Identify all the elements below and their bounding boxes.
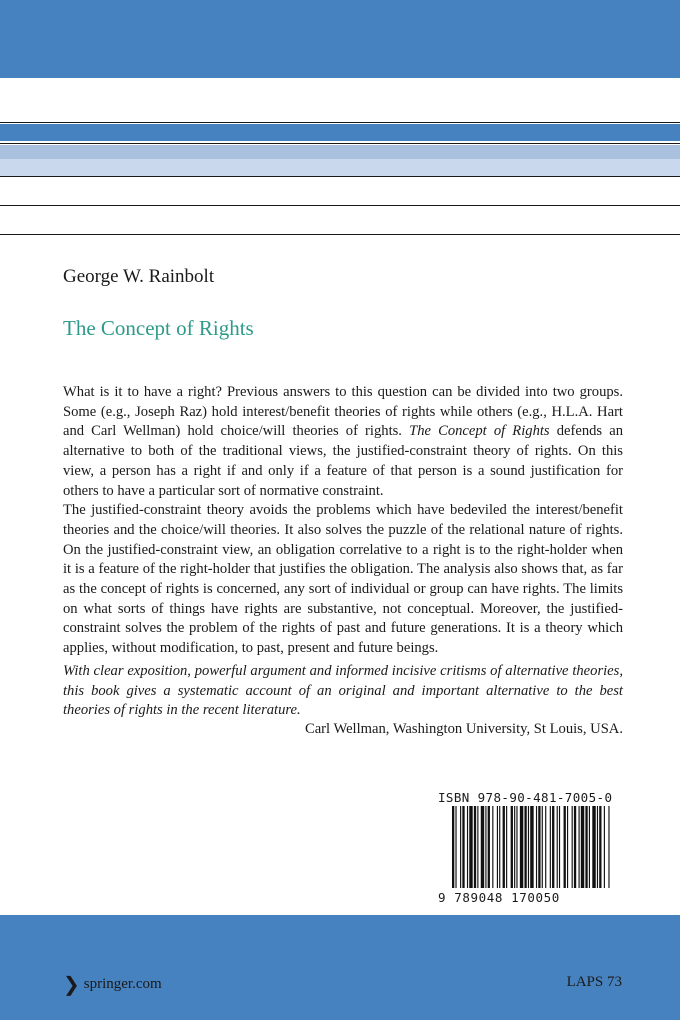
barcode-bar — [589, 806, 590, 888]
series-number: LAPS 73 — [566, 974, 622, 990]
barcode-bar — [528, 806, 529, 888]
barcode-bar — [524, 806, 526, 888]
rule-line — [0, 143, 680, 144]
barcode-bar — [499, 806, 500, 888]
barcode-bar — [567, 806, 568, 888]
barcode-bar — [550, 806, 551, 888]
barcode-bar — [488, 806, 490, 888]
barcode-number: 9 789048 170050 — [438, 890, 560, 905]
barcode-bar — [469, 806, 472, 888]
barcode-bar — [592, 806, 595, 888]
rule-line — [0, 234, 680, 235]
publisher-name: springer.com — [83, 975, 162, 992]
barcode-bar — [467, 806, 468, 888]
barcode-bar — [581, 806, 584, 888]
bottom-blue-band — [0, 915, 680, 1020]
barcode-bar — [474, 806, 476, 888]
barcode-bar — [608, 806, 609, 888]
barcode-bar — [481, 806, 484, 888]
barcode-bar — [530, 806, 533, 888]
barcode-bar — [585, 806, 587, 888]
rule-line — [0, 122, 680, 123]
barcode-bar — [460, 806, 461, 888]
barcode-bar — [538, 806, 540, 888]
barcode-bar — [477, 806, 478, 888]
barcode-bar — [557, 806, 558, 888]
endorsement-quote: With clear exposition, powerful argument and informed incisive critisms of alternative theories, this book gives a systematic account of an original and important alternative to the best theories of rights in the recent literature. — [63, 663, 623, 719]
top-blue-band — [0, 0, 680, 78]
barcode-bar — [542, 806, 543, 888]
barcode-bar — [492, 806, 493, 888]
rule-line — [0, 205, 680, 206]
blurb-paragraph-2: The justified-constraint theory avoids the problems which have bedeviled the interest/benefit theories and the choice/will theories. It also solves the puzzle of the relational nature of rights. On the justified-constraint view, an obligation correlative to a right is to the right-holder when it is a feature of the right-holder that justifies the obligation. The analysis also shows that, as far as the concept of rights is concerned, any sort of individual or group can have rights. The limits on what sorts of things have rights are substantive, not conceptual. Moreover, the justified-constraint solves the problem of the rights of past and future generations. It is a theory which applies, without modification, to past, present and future beings. — [63, 502, 623, 657]
barcode — [452, 806, 610, 888]
barcode-bar — [559, 806, 560, 888]
barcode-bar — [514, 806, 515, 888]
author-name: George W. Rainbolt — [63, 266, 215, 287]
barcode-bar — [536, 806, 537, 888]
back-cover-blurb — [63, 383, 623, 659]
stripe-pale — [0, 159, 680, 176]
barcode-bar — [452, 806, 454, 888]
barcode-bar — [545, 806, 546, 888]
stripe-dark — [0, 124, 680, 141]
blurb-paragraph-1: What is it to have a right? Previous answers to this question can be divided into two groups. Some (e.g., Joseph Raz) hold interest/benefit theories of rights while others (e.g., H.L.A. Hart and Carl Wellman) hold choice/will theories of rights. The Concept of Rights defends an alternative to both of the traditional views, the justified-constraint theory of rights. On this view, a person has a right if and only if a feature of that person is a sound justification for others to have a particular sort of normative constraint. — [63, 384, 624, 499]
barcode-bar — [497, 806, 498, 888]
stripe-light — [0, 145, 680, 159]
barcode-bar — [597, 806, 598, 888]
rule-line — [0, 176, 680, 177]
barcode-bar — [599, 806, 601, 888]
publisher-link[interactable] — [63, 974, 162, 994]
barcode-bar — [520, 806, 523, 888]
barcode-bar — [564, 806, 566, 888]
isbn-label: ISBN 978-90-481-7005-0 — [438, 790, 613, 805]
barcode-bar — [574, 806, 576, 888]
barcode-bar — [455, 806, 456, 888]
book-title: The Concept of Rights — [63, 316, 254, 340]
endorsement-attribution: Carl Wellman, Washington University, St Louis, USA. — [304, 721, 623, 737]
barcode-bar — [552, 806, 554, 888]
barcode-bar — [503, 806, 505, 888]
barcode-bar — [485, 806, 486, 888]
barcode-bar — [579, 806, 580, 888]
barcode-bar — [572, 806, 573, 888]
barcode-bar — [516, 806, 517, 888]
barcode-bar — [511, 806, 513, 888]
barcode-bar — [604, 806, 605, 888]
barcode-bar — [462, 806, 464, 888]
chevron-right-icon: ❯ — [63, 972, 80, 996]
barcode-bar — [506, 806, 507, 888]
